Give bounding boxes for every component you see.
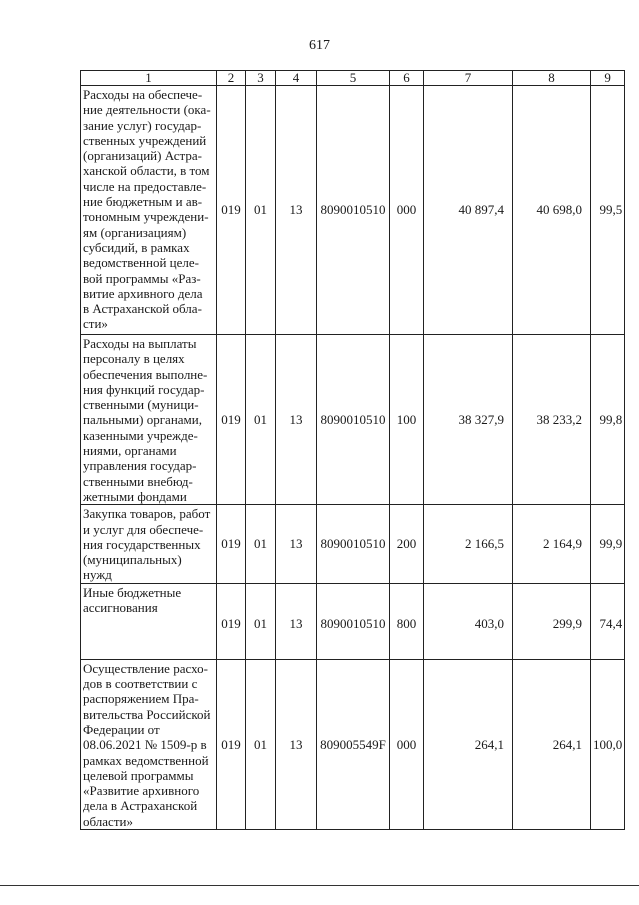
planned-amount: 403,0 [424,583,513,659]
table-row [81,583,625,659]
glava-code: 019 [217,335,246,505]
section-code: 01 [246,583,276,659]
execution-percent: 99,8 [591,335,625,505]
glava-code: 019 [217,505,246,583]
column-header: 4 [276,71,317,86]
subsection-code: 13 [276,335,317,505]
budget-table [80,70,625,830]
target-article-code: 8090010510 [317,583,390,659]
table-row [81,659,625,829]
execution-percent: 99,9 [591,505,625,583]
target-article-code: 8090010510 [317,86,390,335]
row-description: Иные бюджетные ассигнования [81,583,217,659]
expense-type-code: 000 [390,659,424,829]
executed-amount: 264,1 [513,659,591,829]
column-header: 1 [81,71,217,86]
target-article-code: 8090010510 [317,505,390,583]
planned-amount: 264,1 [424,659,513,829]
section-code: 01 [246,86,276,335]
row-description: Расходы на обеспече- ние деятельности (ока- зание услуг) государ- ственных учреждений (организаций) Астра- ханской области, в том числе на предоставле- ние бюджетным и ав- тономным учреждени- ям (организациям) субсидий, в рамках ведомственной целе- вой программы «Раз- витие архивного дела в Астраханской обла- сти» [81,86,217,335]
table-row [81,505,625,583]
column-header: 8 [513,71,591,86]
row-description: Осуществление расхо- дов в соответствии с распоряжением Пра- вительства Российской Федерации от 08.06.2021 № 1509-р в рамках ведомственной целевой программы «Развитие архивного дела в Астраханской области» [81,659,217,829]
section-code: 01 [246,335,276,505]
execution-percent: 74,4 [591,583,625,659]
table-row [81,335,625,505]
row-description: Закупка товаров, работ и услуг для обеспече- ния государственных (муниципальных) нужд [81,505,217,583]
page-number: 617 [309,38,330,53]
subsection-code: 13 [276,86,317,335]
expense-type-code: 100 [390,335,424,505]
column-header: 9 [591,71,625,86]
target-article-code: 809005549F [317,659,390,829]
executed-amount: 2 164,9 [513,505,591,583]
section-code: 01 [246,659,276,829]
glava-code: 019 [217,583,246,659]
execution-percent: 100,0 [591,659,625,829]
planned-amount: 38 327,9 [424,335,513,505]
glava-code: 019 [217,86,246,335]
expense-type-code: 800 [390,583,424,659]
subsection-code: 13 [276,583,317,659]
expense-type-code: 200 [390,505,424,583]
execution-percent: 99,5 [591,86,625,335]
glava-code: 019 [217,659,246,829]
row-description: Расходы на выплаты персоналу в целях обеспечения выполне- ния функций государ- ственными (муници- пальными) органами, казенными учрежде- ниями, органами управления государ- ственными внебюд- жетными фондами [81,335,217,505]
column-header: 7 [424,71,513,86]
scan-edge-line [0,885,639,886]
planned-amount: 40 897,4 [424,86,513,335]
column-header: 3 [246,71,276,86]
executed-amount: 40 698,0 [513,86,591,335]
subsection-code: 13 [276,505,317,583]
column-header: 2 [217,71,246,86]
expense-type-code: 000 [390,86,424,335]
executed-amount: 299,9 [513,583,591,659]
table-header-row [81,71,625,86]
table-row [81,86,625,335]
section-code: 01 [246,505,276,583]
planned-amount: 2 166,5 [424,505,513,583]
executed-amount: 38 233,2 [513,335,591,505]
column-header: 5 [317,71,390,86]
column-header: 6 [390,71,424,86]
target-article-code: 8090010510 [317,335,390,505]
subsection-code: 13 [276,659,317,829]
